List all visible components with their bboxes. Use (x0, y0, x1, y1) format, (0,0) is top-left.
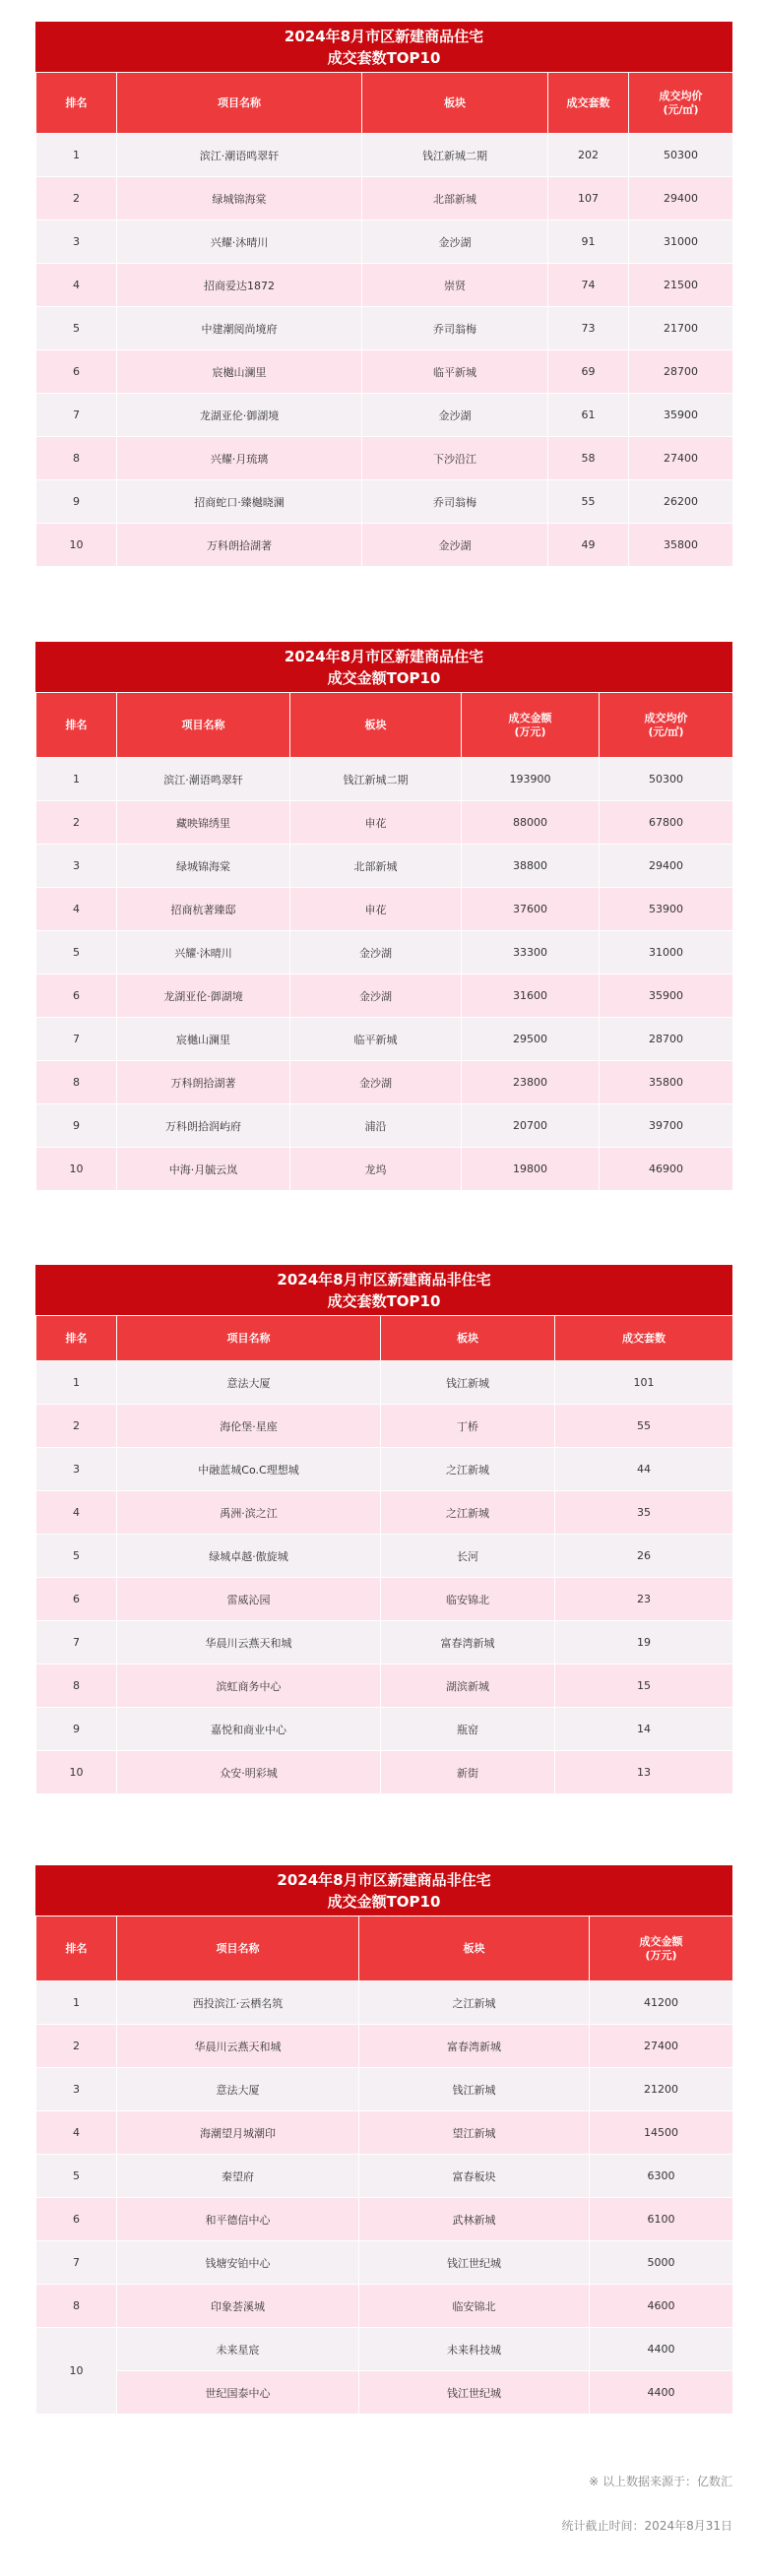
table-nonresidential-amount (35, 1865, 732, 2415)
table-cell: 15 (555, 1665, 733, 1708)
table-cell: 招商蛇口·臻樾晓澜 (117, 480, 362, 524)
table-cell: 绿城锦海棠 (117, 177, 362, 220)
table-cell: 23 (555, 1578, 733, 1621)
header-rank: 排名 (36, 1316, 117, 1361)
table-cell: 金沙湖 (290, 1061, 462, 1104)
table-title-line2: 成交套数TOP10 (327, 1292, 441, 1310)
table-cell: 钱江新城二期 (290, 758, 462, 801)
table-cell: 19 (555, 1621, 733, 1665)
data-table (35, 1315, 733, 1794)
table-cell: 2 (36, 177, 117, 220)
table-cell: 3 (36, 2068, 117, 2111)
table-cell: 35 (555, 1491, 733, 1535)
table-cell: 74 (548, 264, 629, 307)
header-project: 项目名称 (117, 693, 290, 758)
table-cell: 5 (36, 2155, 117, 2198)
table-cell: 长河 (381, 1535, 555, 1578)
header-area: 板块 (381, 1316, 555, 1361)
table-cell: 宸樾山澜里 (117, 1018, 290, 1061)
table-cell: 8 (36, 1665, 117, 1708)
table-row (36, 1148, 733, 1191)
table-cell: 之江新城 (359, 1981, 590, 2025)
table-cell: 湖滨新城 (381, 1665, 555, 1708)
header-row (36, 73, 733, 134)
table-cell: 钱江世纪城 (359, 2371, 590, 2415)
table-cell: 6100 (590, 2198, 733, 2241)
table-cell: 5 (36, 307, 117, 350)
table-cell: 招商杭著臻邸 (117, 888, 290, 931)
table-cell: 临平新城 (290, 1018, 462, 1061)
table-cell: 53900 (600, 888, 733, 931)
data-source-note: ※ 以上数据来源于：亿数汇 (589, 2475, 732, 2488)
table-cell: 55 (555, 1405, 733, 1448)
table-row (36, 2198, 733, 2241)
table-cell: 67800 (600, 801, 733, 845)
table-cell: 7 (36, 1621, 117, 1665)
cutoff-date-note: 统计截止时间：2024年8月31日 (561, 2519, 732, 2533)
table-cell: 北部新城 (290, 845, 462, 888)
table-cell: 龙湖亚伦·御湖境 (117, 394, 362, 437)
table-row (36, 1981, 733, 2025)
table-cell: 之江新城 (381, 1491, 555, 1535)
table-cell: 6 (36, 2198, 117, 2241)
table-cell: 27400 (590, 2025, 733, 2068)
table-cell: 钱江新城 (359, 2068, 590, 2111)
table-cell: 3 (36, 1448, 117, 1491)
table-cell: 兴耀·沐晴川 (117, 931, 290, 974)
header-row (36, 1916, 733, 1981)
header-avg-price: 成交均价 (元/㎡) (629, 73, 733, 134)
table-cell: 世纪国泰中心 (117, 2371, 359, 2415)
table-row (36, 1708, 733, 1751)
table-cell: 富春湾新城 (381, 1621, 555, 1665)
table-cell: 丁桥 (381, 1405, 555, 1448)
table-cell: 滨虹商务中心 (117, 1665, 381, 1708)
table-cell: 华晨川云燕天和城 (117, 1621, 381, 1665)
table-residential-units (35, 22, 732, 567)
table-cell: 28700 (629, 350, 733, 394)
table-cell: 中海·月毓云岚 (117, 1148, 290, 1191)
data-table (35, 692, 733, 1191)
table-row (36, 1751, 733, 1794)
table-cell: 193900 (462, 758, 600, 801)
table-cell: 临平新城 (362, 350, 548, 394)
table-cell: 滨江·潮语鸣翠轩 (117, 134, 362, 177)
table-nonresidential-units (35, 1265, 732, 1794)
table-cell: 35900 (629, 394, 733, 437)
table-cell: 中建潮阅尚境府 (117, 307, 362, 350)
table-cell: 4600 (590, 2285, 733, 2328)
table-cell: 绿城卓越·傲旋城 (117, 1535, 381, 1578)
table-cell: 6 (36, 974, 117, 1018)
table-cell: 绿城锦海棠 (117, 845, 290, 888)
table-row (36, 1665, 733, 1708)
table-row (36, 1535, 733, 1578)
table-cell: 中融蓝城Co.C理想城 (117, 1448, 381, 1491)
table-cell: 31600 (462, 974, 600, 1018)
table-cell: 4 (36, 2111, 117, 2155)
table-title-line2: 成交金额TOP10 (327, 1893, 441, 1911)
table-title-line1: 2024年8月市区新建商品非住宅 (277, 1871, 491, 1889)
table-cell: 浦沿 (290, 1104, 462, 1148)
table-cell: 41200 (590, 1981, 733, 2025)
table-cell: 29400 (600, 845, 733, 888)
table-cell: 藏映锦绣里 (117, 801, 290, 845)
table-title (35, 22, 732, 72)
table-row (36, 1361, 733, 1405)
table-row (36, 2241, 733, 2285)
table-row (36, 1018, 733, 1061)
table-cell: 1 (36, 758, 117, 801)
table-title-line2: 成交金额TOP10 (327, 669, 441, 687)
table-row (36, 1578, 733, 1621)
table-cell: 19800 (462, 1148, 600, 1191)
table-cell: 申花 (290, 888, 462, 931)
table-cell: 7 (36, 394, 117, 437)
table-cell: 9 (36, 480, 117, 524)
table-cell: 50300 (600, 758, 733, 801)
table-cell: 1 (36, 1981, 117, 2025)
table-cell: 下沙沿江 (362, 437, 548, 480)
table-cell: 雷威沁园 (117, 1578, 381, 1621)
table-row (36, 2068, 733, 2111)
table-cell: 北部新城 (362, 177, 548, 220)
table-cell: 14 (555, 1708, 733, 1751)
table-cell: 乔司翁梅 (362, 307, 548, 350)
data-table (35, 72, 733, 567)
table-row (36, 2155, 733, 2198)
table-cell: 金沙湖 (362, 394, 548, 437)
table-cell: 39700 (600, 1104, 733, 1148)
table-title-line1: 2024年8月市区新建商品住宅 (284, 648, 484, 665)
table-title (35, 1265, 732, 1315)
table-cell: 嘉悦和商业中心 (117, 1708, 381, 1751)
table-cell: 10 (36, 2328, 117, 2415)
table-row (36, 307, 733, 350)
table-row (36, 1405, 733, 1448)
table-row (36, 177, 733, 220)
table-cell: 富春湾新城 (359, 2025, 590, 2068)
table-cell: 之江新城 (381, 1448, 555, 1491)
table-cell: 14500 (590, 2111, 733, 2155)
table-row (36, 2328, 733, 2371)
table-cell: 10 (36, 524, 117, 567)
table-cell: 意法大厦 (117, 2068, 359, 2111)
table-title-line1: 2024年8月市区新建商品非住宅 (277, 1271, 491, 1288)
table-cell: 9 (36, 1104, 117, 1148)
table-row (36, 524, 733, 567)
table-cell: 31000 (629, 220, 733, 264)
table-row (36, 220, 733, 264)
table-cell: 88000 (462, 801, 600, 845)
table-row (36, 888, 733, 931)
table-cell: 35800 (600, 1061, 733, 1104)
table-row (36, 264, 733, 307)
header-area: 板块 (290, 693, 462, 758)
table-cell: 5 (36, 1535, 117, 1578)
table-cell: 46900 (600, 1148, 733, 1191)
table-cell: 26200 (629, 480, 733, 524)
table-cell: 3 (36, 220, 117, 264)
table-row (36, 758, 733, 801)
table-cell: 临安锦北 (359, 2285, 590, 2328)
table-cell: 69 (548, 350, 629, 394)
table-cell: 13 (555, 1751, 733, 1794)
table-cell: 50300 (629, 134, 733, 177)
table-cell: 申花 (290, 801, 462, 845)
header-units: 成交套数 (555, 1316, 733, 1361)
table-row (36, 2371, 733, 2415)
table-cell: 招商爱达1872 (117, 264, 362, 307)
table-cell: 6 (36, 1578, 117, 1621)
table-title (35, 1865, 732, 1916)
table-cell: 乔司翁梅 (362, 480, 548, 524)
table-cell: 和平德信中心 (117, 2198, 359, 2241)
table-cell: 4400 (590, 2328, 733, 2371)
table-cell: 4 (36, 888, 117, 931)
table-cell: 49 (548, 524, 629, 567)
table-cell: 23800 (462, 1061, 600, 1104)
table-row (36, 931, 733, 974)
table-cell: 2 (36, 2025, 117, 2068)
table-cell: 金沙湖 (362, 524, 548, 567)
table-cell: 61 (548, 394, 629, 437)
table-cell: 富春板块 (359, 2155, 590, 2198)
table-cell: 万科朗拾湖著 (117, 1061, 290, 1104)
table-cell: 金沙湖 (290, 974, 462, 1018)
table-row (36, 134, 733, 177)
table-cell: 临安锦北 (381, 1578, 555, 1621)
table-cell: 7 (36, 2241, 117, 2285)
header-rank: 排名 (36, 693, 117, 758)
table-cell: 兴耀·沐晴川 (117, 220, 362, 264)
table-cell: 10 (36, 1148, 117, 1191)
table-cell: 55 (548, 480, 629, 524)
table-cell: 钱江新城二期 (362, 134, 548, 177)
table-row (36, 394, 733, 437)
table-cell: 宸樾山澜里 (117, 350, 362, 394)
table-cell: 万科朗拾湖著 (117, 524, 362, 567)
table-cell: 1 (36, 134, 117, 177)
table-cell: 20700 (462, 1104, 600, 1148)
table-cell: 10 (36, 1751, 117, 1794)
table-cell: 26 (555, 1535, 733, 1578)
table-cell: 35800 (629, 524, 733, 567)
table-cell: 4 (36, 1491, 117, 1535)
table-cell: 兴耀·月琉璃 (117, 437, 362, 480)
table-title (35, 642, 732, 692)
table-cell: 31000 (600, 931, 733, 974)
table-cell: 金沙湖 (290, 931, 462, 974)
table-cell: 38800 (462, 845, 600, 888)
header-area: 板块 (362, 73, 548, 134)
header-project: 项目名称 (117, 73, 362, 134)
table-cell: 107 (548, 177, 629, 220)
table-title-line2: 成交套数TOP10 (327, 49, 441, 67)
table-cell: 龙坞 (290, 1148, 462, 1191)
table-cell: 101 (555, 1361, 733, 1405)
table-cell: 73 (548, 307, 629, 350)
header-amount: 成交金额 (万元) (590, 1916, 733, 1981)
table-row (36, 480, 733, 524)
header-rank: 排名 (36, 1916, 117, 1981)
table-cell: 29500 (462, 1018, 600, 1061)
table-row (36, 2285, 733, 2328)
table-cell: 华晨川云燕天和城 (117, 2025, 359, 2068)
table-cell: 钱江世纪城 (359, 2241, 590, 2285)
table-row (36, 2025, 733, 2068)
table-cell: 未来星宸 (117, 2328, 359, 2371)
table-cell: 33300 (462, 931, 600, 974)
table-cell: 未来科技城 (359, 2328, 590, 2371)
table-cell: 3 (36, 845, 117, 888)
table-cell: 4 (36, 264, 117, 307)
table-cell: 望江新城 (359, 2111, 590, 2155)
table-cell: 崇贤 (362, 264, 548, 307)
table-cell: 金沙湖 (362, 220, 548, 264)
table-row (36, 801, 733, 845)
table-cell: 8 (36, 2285, 117, 2328)
table-cell: 202 (548, 134, 629, 177)
table-row (36, 350, 733, 394)
table-cell: 58 (548, 437, 629, 480)
table-cell: 印象荟溪城 (117, 2285, 359, 2328)
table-cell: 44 (555, 1448, 733, 1491)
table-cell: 35900 (600, 974, 733, 1018)
table-row (36, 845, 733, 888)
table-cell: 9 (36, 1708, 117, 1751)
table-cell: 武林新城 (359, 2198, 590, 2241)
table-row (36, 1448, 733, 1491)
table-cell: 2 (36, 1405, 117, 1448)
table-cell: 瓶窑 (381, 1708, 555, 1751)
table-cell: 1 (36, 1361, 117, 1405)
table-cell: 海潮望月城潮印 (117, 2111, 359, 2155)
table-cell: 91 (548, 220, 629, 264)
table-cell: 禹洲·滨之江 (117, 1491, 381, 1535)
table-cell: 西投滨江·云栖名筑 (117, 1981, 359, 2025)
table-cell: 5 (36, 931, 117, 974)
header-avg-price: 成交均价 (元/㎡) (600, 693, 733, 758)
table-cell: 29400 (629, 177, 733, 220)
header-row (36, 1316, 733, 1361)
table-row (36, 437, 733, 480)
header-amount: 成交金额 (万元) (462, 693, 600, 758)
table-cell: 21500 (629, 264, 733, 307)
table-cell: 2 (36, 801, 117, 845)
table-cell: 众安·明彩城 (117, 1751, 381, 1794)
table-residential-amount (35, 642, 732, 1191)
table-row (36, 1491, 733, 1535)
table-cell: 钱塘安铂中心 (117, 2241, 359, 2285)
table-cell: 滨江·潮语鸣翠轩 (117, 758, 290, 801)
table-cell: 海伦堡·星座 (117, 1405, 381, 1448)
table-cell: 4400 (590, 2371, 733, 2415)
table-row (36, 2111, 733, 2155)
table-cell: 8 (36, 1061, 117, 1104)
table-cell: 5000 (590, 2241, 733, 2285)
table-cell: 21200 (590, 2068, 733, 2111)
table-row (36, 1104, 733, 1148)
table-cell: 7 (36, 1018, 117, 1061)
table-cell: 龙湖亚伦·御湖境 (117, 974, 290, 1018)
table-cell: 新街 (381, 1751, 555, 1794)
table-cell: 钱江新城 (381, 1361, 555, 1405)
table-cell: 6300 (590, 2155, 733, 2198)
table-cell: 21700 (629, 307, 733, 350)
data-table (35, 1916, 733, 2415)
table-cell: 秦望府 (117, 2155, 359, 2198)
table-cell: 8 (36, 437, 117, 480)
header-project: 项目名称 (117, 1916, 359, 1981)
header-row (36, 693, 733, 758)
header-area: 板块 (359, 1916, 590, 1981)
table-row (36, 974, 733, 1018)
header-rank: 排名 (36, 73, 117, 134)
table-row (36, 1621, 733, 1665)
table-cell: 6 (36, 350, 117, 394)
table-title-line1: 2024年8月市区新建商品住宅 (284, 28, 484, 45)
header-units: 成交套数 (548, 73, 629, 134)
table-row (36, 1061, 733, 1104)
table-cell: 37600 (462, 888, 600, 931)
header-project: 项目名称 (117, 1316, 381, 1361)
table-cell: 28700 (600, 1018, 733, 1061)
table-cell: 意法大厦 (117, 1361, 381, 1405)
table-cell: 27400 (629, 437, 733, 480)
table-cell: 万科朗拾润屿府 (117, 1104, 290, 1148)
